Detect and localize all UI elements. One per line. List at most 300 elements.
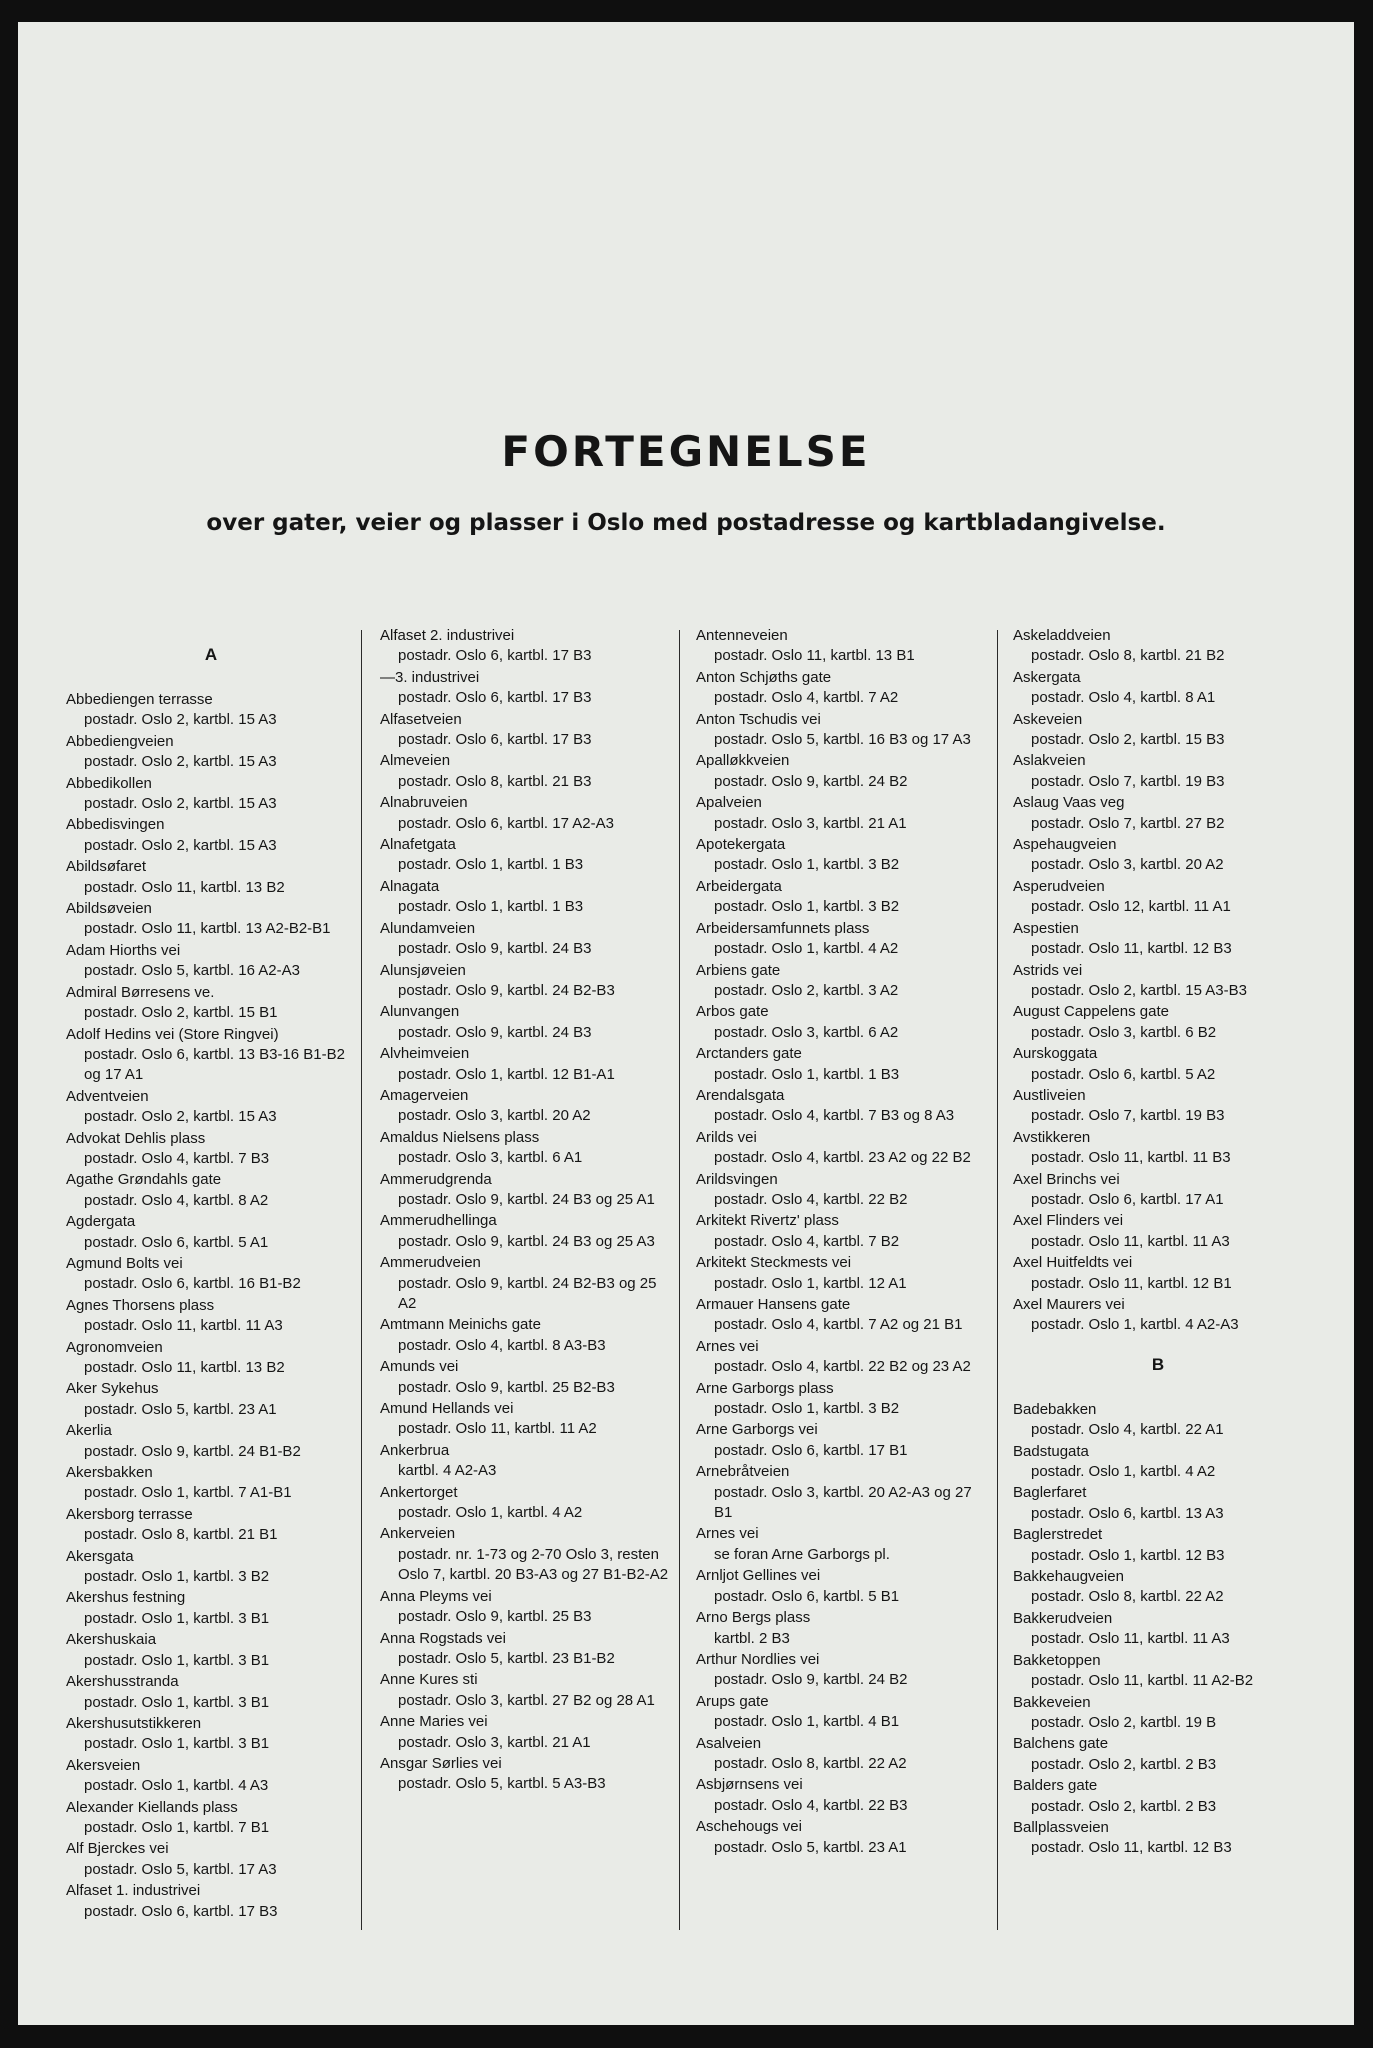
street-name: Arnes vei	[696, 1525, 759, 1543]
postal-address: postadr. Oslo 9, kartbl. 24 B2-B3 og 25 A2	[398, 1274, 657, 1312]
index-entry	[696, 1566, 986, 1607]
postal-address: postadr. Oslo 12, kartbl. 11 A1	[1031, 898, 1231, 916]
street-name: Amaldus Nielsens plass	[380, 1128, 540, 1146]
index-entry	[380, 1399, 670, 1440]
index-entry	[66, 1463, 356, 1504]
postal-address: postadr. Oslo 2, kartbl. 15 A3	[84, 836, 277, 854]
street-name: Baglerstredet	[1013, 1526, 1103, 1544]
index-entry	[1013, 1525, 1303, 1566]
street-name: Askeveien	[1013, 710, 1083, 728]
index-entry	[380, 1253, 670, 1314]
postal-address: postadr. Oslo 2, kartbl. 15 A3-B3	[1031, 981, 1247, 999]
index-entry	[380, 1315, 670, 1356]
index-entry	[1013, 961, 1303, 1002]
postal-address: postadr. Oslo 11, kartbl. 12 B3	[1031, 1839, 1232, 1857]
index-entry	[1013, 710, 1303, 751]
street-name: Akersbakken	[66, 1464, 153, 1482]
postal-address: postadr. Oslo 1, kartbl. 1 B3	[714, 1065, 900, 1083]
index-entry	[696, 1524, 986, 1565]
index-entry	[696, 710, 986, 751]
street-name: Asbjørnsens vei	[696, 1776, 803, 1794]
index-entry	[696, 1734, 986, 1775]
street-name: Abbedisvingen	[66, 816, 165, 834]
index-entry	[380, 1044, 670, 1085]
street-name: Balders gate	[1013, 1777, 1098, 1795]
street-name: Amunds vei	[380, 1358, 459, 1376]
column-divider	[997, 630, 998, 1930]
street-name: Amtmann Meinichs gate	[380, 1316, 541, 1334]
street-name: Arups gate	[696, 1692, 769, 1710]
index-entry	[1013, 626, 1303, 667]
postal-address: postadr. Oslo 2, kartbl. 15 B3	[1031, 731, 1225, 749]
index-entry	[1013, 1442, 1303, 1483]
postal-address: postadr. Oslo 7, kartbl. 19 B3	[1031, 772, 1225, 790]
street-name: Anna Pleyms vei	[380, 1587, 492, 1605]
postal-address: postadr. Oslo 11, kartbl. 11 A3	[84, 1317, 283, 1335]
street-name: Akerlia	[66, 1422, 112, 1440]
postal-address: postadr. Oslo 3, kartbl. 21 A1	[714, 814, 907, 832]
index-column-2	[380, 626, 670, 1796]
index-entry	[380, 961, 670, 1002]
street-name: Amund Hellands vei	[380, 1400, 514, 1418]
postal-address: postadr. Oslo 1, kartbl. 3 B2	[714, 898, 900, 916]
index-entry	[66, 899, 356, 940]
street-name: Astrids vei	[1013, 961, 1083, 979]
street-name: Advokat Dehlis plass	[66, 1129, 206, 1147]
postal-address: postadr. nr. 1-73 og 2-70 Oslo 3, resten Oslo 7, kartbl. 20 B3-A3 og 27 B1-B2-A2	[398, 1545, 669, 1584]
index-entry	[66, 1798, 356, 1839]
street-name: Arno Bergs plass	[696, 1609, 811, 1627]
postal-address: postadr. Oslo 5, kartbl. 16 A2-A3	[84, 962, 300, 980]
postal-address: postadr. Oslo 9, kartbl. 24 B2	[714, 772, 908, 790]
index-entry	[380, 1086, 670, 1127]
postal-address: postadr. Oslo 2, kartbl. 15 A3	[84, 753, 277, 771]
index-entry	[380, 710, 670, 751]
street-name: Abbediengen terrasse	[66, 691, 213, 708]
street-name: Akersgata	[66, 1547, 134, 1565]
index-entry	[696, 1253, 986, 1294]
postal-address: postadr. Oslo 6, kartbl. 17 A2-A3	[398, 814, 614, 832]
postal-address: postadr. Oslo 5, kartbl. 23 A1	[714, 1838, 907, 1856]
postal-address: postadr. Oslo 6, kartbl. 17 B3	[398, 731, 592, 749]
index-entry	[1013, 1253, 1303, 1294]
index-entry	[66, 1839, 356, 1880]
postal-address: postadr. Oslo 11, kartbl. 11 A2	[398, 1420, 597, 1438]
index-entry	[1013, 793, 1303, 834]
street-name: Arkitekt Rivertz' plass	[696, 1212, 839, 1230]
street-name: August Cappelens gate	[1013, 1003, 1169, 1021]
index-entry	[696, 1128, 986, 1169]
index-entry	[380, 1002, 670, 1043]
street-name: Aspestien	[1013, 919, 1079, 937]
postal-address: postadr. Oslo 7, kartbl. 27 B2	[1031, 814, 1225, 832]
index-entry	[696, 626, 986, 667]
postal-address: postadr. Oslo 1, kartbl. 12 A1	[714, 1274, 907, 1292]
street-name: Aslaug Vaas veg	[1013, 794, 1125, 812]
index-entry	[380, 793, 670, 834]
index-entry	[380, 626, 670, 667]
postal-address: postadr. Oslo 1, kartbl. 3 B1	[84, 1651, 270, 1669]
postal-address: postadr. Oslo 4, kartbl. 22 A1	[1031, 1421, 1224, 1439]
postal-address: postadr. Oslo 1, kartbl. 3 B1	[84, 1693, 270, 1711]
column-divider	[679, 630, 680, 1930]
index-entry	[1013, 751, 1303, 792]
index-entry	[696, 751, 986, 792]
street-name: Alvheimveien	[380, 1045, 470, 1063]
postal-address: postadr. Oslo 9, kartbl. 24 B3	[398, 1023, 592, 1041]
street-name: Axel Brinchs vei	[1013, 1170, 1120, 1188]
postal-address: postadr. Oslo 4, kartbl. 8 A1	[1031, 689, 1216, 707]
index-entry	[696, 1608, 986, 1649]
postal-address: postadr. Oslo 8, kartbl. 22 A2	[1031, 1588, 1224, 1606]
postal-address: postadr. Oslo 6, kartbl. 16 B1-B2	[84, 1275, 301, 1293]
postal-address: postadr. Oslo 1, kartbl. 4 A2-A3	[1031, 1316, 1239, 1334]
street-name: Arbos gate	[696, 1003, 769, 1021]
street-name: Anna Rogstads vei	[380, 1629, 506, 1647]
postal-address: postadr. Oslo 4, kartbl. 8 A3-B3	[398, 1336, 606, 1354]
street-name: Arbiens gate	[696, 961, 781, 979]
index-entry	[1013, 1211, 1303, 1252]
index-entry	[1013, 1818, 1303, 1859]
index-entry	[1013, 1609, 1303, 1650]
street-name: Askergata	[1013, 668, 1081, 686]
index-entry	[66, 941, 356, 982]
street-name: Askeladdveien	[1013, 627, 1111, 644]
postal-address: postadr. Oslo 5, kartbl. 23 A1	[84, 1400, 277, 1418]
postal-address: postadr. Oslo 1, kartbl. 7 B1	[84, 1818, 270, 1836]
street-name: Axel Huitfeldts vei	[1013, 1254, 1133, 1272]
index-entry	[380, 1211, 670, 1252]
street-name: Ballplassveien	[1013, 1818, 1109, 1836]
index-entry	[1013, 1693, 1303, 1734]
postal-address: postadr. Oslo 3, kartbl. 20 A2-A3 og 27 B1	[714, 1483, 972, 1522]
street-name: Amagerveien	[380, 1086, 469, 1104]
postal-address: postadr. Oslo 11, kartbl. 13 A2-B2-B1	[84, 920, 331, 938]
index-entry	[66, 1338, 356, 1379]
index-entry	[66, 690, 356, 731]
street-name: Agronomveien	[66, 1338, 163, 1356]
street-name: Agathe Grøndahls gate	[66, 1171, 222, 1189]
street-name: Akersveien	[66, 1756, 141, 1774]
street-name: Aurskoggata	[1013, 1045, 1098, 1063]
postal-address: postadr. Oslo 8, kartbl. 21 B3	[398, 772, 592, 790]
postal-address: se foran Arne Garborgs pl.	[714, 1545, 890, 1563]
index-entry	[696, 961, 986, 1002]
street-name: Agdergata	[66, 1213, 136, 1231]
postal-address: postadr. Oslo 7, kartbl. 19 B3	[1031, 1107, 1225, 1125]
street-name: Arildsvingen	[696, 1170, 778, 1188]
postal-address: postadr. Oslo 9, kartbl. 24 B3	[398, 940, 592, 958]
index-entry	[66, 1547, 356, 1588]
index-entry	[696, 1462, 986, 1523]
street-name: Alnagata	[380, 877, 440, 895]
index-entry	[66, 1170, 356, 1211]
street-name: Balchens gate	[1013, 1735, 1109, 1753]
index-entry	[696, 1337, 986, 1378]
index-entry	[380, 877, 670, 918]
postal-address: postadr. Oslo 2, kartbl. 15 A3	[84, 711, 277, 729]
index-entry	[66, 1505, 356, 1546]
index-entry	[696, 919, 986, 960]
street-name: Arnljot Gellines vei	[696, 1567, 821, 1585]
postal-address: postadr. Oslo 5, kartbl. 17 A3	[84, 1860, 277, 1878]
postal-address: postadr. Oslo 1, kartbl. 4 A2	[1031, 1463, 1216, 1481]
street-name: Adolf Hedins vei (Store Ringvei)	[66, 1025, 279, 1043]
street-name: Agmund Bolts vei	[66, 1254, 183, 1272]
index-entry	[696, 1817, 986, 1858]
postal-address: postadr. Oslo 2, kartbl. 15 B1	[84, 1004, 278, 1022]
postal-address: postadr. Oslo 1, kartbl. 3 B1	[84, 1735, 270, 1753]
index-entry	[1013, 1086, 1303, 1127]
street-name: Abbedikollen	[66, 774, 152, 792]
street-name: Alfaset 1. industrivei	[66, 1882, 201, 1900]
index-column-4	[1013, 626, 1303, 1860]
index-entry	[380, 1441, 670, 1482]
index-entry	[1013, 1567, 1303, 1608]
index-entry	[1013, 1170, 1303, 1211]
index-entry	[380, 1629, 670, 1670]
street-name: Ansgar Sørlies vei	[380, 1754, 502, 1772]
postal-address: postadr. Oslo 1, kartbl. 1 B3	[398, 898, 584, 916]
postal-address: postadr. Oslo 6, kartbl. 13 A3	[1031, 1504, 1224, 1522]
street-name: Adventveien	[66, 1087, 149, 1105]
index-entry	[696, 1650, 986, 1691]
street-name: Arnebråtveien	[696, 1463, 790, 1481]
street-name: Ammerudgrenda	[380, 1170, 492, 1188]
index-entry	[1013, 1483, 1303, 1524]
index-entry	[1013, 1295, 1303, 1336]
postal-address: kartbl. 2 B3	[714, 1629, 790, 1647]
postal-address: postadr. Oslo 6, kartbl. 17 B3	[398, 689, 592, 707]
street-name: Armauer Hansens gate	[696, 1296, 851, 1313]
street-name: Akershusutstikkeren	[66, 1714, 202, 1732]
postal-address: postadr. Oslo 8, kartbl. 22 A2	[714, 1754, 907, 1772]
index-entry	[66, 1212, 356, 1253]
street-name: Baglerfaret	[1013, 1484, 1087, 1502]
postal-address: postadr. Oslo 9, kartbl. 24 B2-B3	[398, 981, 615, 999]
postal-address: postadr. Oslo 11, kartbl. 11 A2-B2	[1031, 1672, 1254, 1690]
postal-address: postadr. Oslo 9, kartbl. 24 B1-B2	[84, 1442, 301, 1460]
postal-address: postadr. Oslo 3, kartbl. 20 A2	[398, 1107, 591, 1125]
postal-address: postadr. Oslo 3, kartbl. 27 B2 og 28 A1	[398, 1691, 655, 1709]
street-name: Akershus festning	[66, 1589, 186, 1607]
street-name: Alfaset 2. industrivei	[380, 627, 515, 644]
index-entry	[66, 1756, 356, 1797]
index-entry	[380, 1524, 670, 1585]
index-entry	[66, 815, 356, 856]
postal-address: postadr. Oslo 9, kartbl. 25 B2-B3	[398, 1378, 615, 1396]
street-name: Alexander Kiellands plass	[66, 1798, 238, 1816]
postal-address: postadr. Oslo 8, kartbl. 21 B2	[1031, 647, 1225, 665]
postal-address: postadr. Oslo 6, kartbl. 5 B1	[714, 1587, 900, 1605]
index-entry	[1013, 919, 1303, 960]
street-name: Apalveien	[696, 794, 762, 812]
index-entry	[1013, 668, 1303, 709]
index-entry	[66, 1296, 356, 1337]
postal-address: postadr. Oslo 4, kartbl. 22 B2	[714, 1190, 908, 1208]
street-name: Arbeidergata	[696, 877, 782, 895]
index-entry	[1013, 1044, 1303, 1085]
street-name: Arne Garborgs vei	[696, 1421, 818, 1439]
street-name: Anne Kures sti	[380, 1671, 478, 1689]
street-name: Axel Flinders vei	[1013, 1212, 1124, 1230]
index-entry	[1013, 1002, 1303, 1043]
index-entry	[66, 1714, 356, 1755]
street-name: Alnabruveien	[380, 794, 468, 812]
index-entry	[696, 835, 986, 876]
index-entry	[696, 1420, 986, 1461]
index-entry	[696, 1295, 986, 1336]
street-name: Ankertorget	[380, 1483, 458, 1501]
street-name: Arne Garborgs plass	[696, 1379, 834, 1397]
postal-address: postadr. Oslo 1, kartbl. 4 A3	[84, 1777, 269, 1795]
postal-address: postadr. Oslo 4, kartbl. 7 A2 og 21 B1	[714, 1316, 963, 1334]
street-name: Alunvangen	[380, 1003, 460, 1021]
street-name: Arkitekt Steckmests vei	[696, 1254, 852, 1272]
index-entry	[696, 1211, 986, 1252]
index-entry	[1013, 877, 1303, 918]
postal-address: postadr. Oslo 1, kartbl. 1 B3	[398, 856, 584, 874]
index-entry	[380, 919, 670, 960]
street-name: Asperudveien	[1013, 877, 1105, 895]
index-entry	[1013, 1128, 1303, 1169]
index-entry	[66, 732, 356, 773]
index-entry	[1013, 1400, 1303, 1441]
postal-address: postadr. Oslo 1, kartbl. 12 B1-A1	[398, 1065, 615, 1083]
street-name: Akershuskaia	[66, 1631, 157, 1649]
index-entry	[696, 877, 986, 918]
index-entry	[66, 857, 356, 898]
street-name: Aslakveien	[1013, 752, 1086, 770]
postal-address: postadr. Oslo 4, kartbl. 7 B2	[714, 1232, 900, 1250]
street-name: Alundamveien	[380, 919, 476, 937]
postal-address: postadr. Oslo 6, kartbl. 13 B3-16 B1-B2 og 17 A1	[84, 1045, 345, 1084]
postal-address: postadr. Oslo 2, kartbl. 3 A2	[714, 981, 899, 999]
postal-address: postadr. Oslo 11, kartbl. 13 B2	[84, 878, 285, 896]
street-name: Ammerudveien	[380, 1254, 481, 1272]
index-entry	[380, 1483, 670, 1524]
postal-address: postadr. Oslo 6, kartbl. 17 A1	[1031, 1190, 1224, 1208]
postal-address: postadr. Oslo 2, kartbl. 15 A3	[84, 795, 277, 813]
street-name: Aker Sykehus	[66, 1380, 159, 1398]
postal-address: postadr. Oslo 9, kartbl. 24 B3 og 25 A3	[398, 1232, 655, 1250]
postal-address: postadr. Oslo 5, kartbl. 23 B1-B2	[398, 1649, 615, 1667]
street-name: Alnafetgata	[380, 836, 456, 854]
postal-address: postadr. Oslo 5, kartbl. 16 B3 og 17 A3	[714, 731, 971, 749]
street-name: Adam Hiorths vei	[66, 941, 181, 959]
postal-address: postadr. Oslo 1, kartbl. 4 A2	[398, 1504, 583, 1522]
street-name: Arnes vei	[696, 1337, 759, 1355]
postal-address: postadr. Oslo 1, kartbl. 4 A2	[714, 940, 899, 958]
postal-address: postadr. Oslo 11, kartbl. 11 B3	[1031, 1149, 1231, 1167]
postal-address: postadr. Oslo 1, kartbl. 3 B2	[84, 1568, 270, 1586]
index-entry	[1013, 1734, 1303, 1775]
postal-address: postadr. Oslo 1, kartbl. 12 B3	[1031, 1546, 1225, 1564]
column-divider	[361, 630, 362, 1930]
street-name: Abildsøveien	[66, 900, 152, 918]
index-entry	[66, 1630, 356, 1671]
index-entry	[696, 668, 986, 709]
index-entry	[380, 1712, 670, 1753]
street-name: Arctanders gate	[696, 1045, 802, 1063]
postal-address: postadr. Oslo 4, kartbl. 22 B3	[714, 1796, 908, 1814]
street-name: Anne Maries vei	[380, 1713, 488, 1731]
street-name: Agnes Thorsens plass	[66, 1296, 215, 1314]
postal-address: postadr. Oslo 2, kartbl. 19 B	[1031, 1713, 1217, 1731]
postal-address: postadr. Oslo 9, kartbl. 24 B3 og 25 A1	[398, 1190, 655, 1208]
postal-address: postadr. Oslo 4, kartbl. 8 A2	[84, 1191, 269, 1209]
postal-address: postadr. Oslo 11, kartbl. 12 B3	[1031, 940, 1232, 958]
index-entry	[380, 1128, 670, 1169]
index-entry	[66, 1379, 356, 1420]
index-column-3	[696, 626, 986, 1859]
index-entry	[66, 774, 356, 815]
index-entry	[380, 1587, 670, 1628]
index-entry	[696, 1044, 986, 1085]
postal-address: postadr. Oslo 11, kartbl. 13 B2	[84, 1359, 285, 1376]
index-entry	[66, 1025, 356, 1086]
postal-address: postadr. Oslo 4, kartbl. 22 B2 og 23 A2	[714, 1358, 971, 1376]
postal-address: postadr. Oslo 4, kartbl. 7 B3	[84, 1149, 270, 1167]
postal-address: postadr. Oslo 1, kartbl. 4 B1	[714, 1713, 900, 1731]
postal-address: postadr. Oslo 6, kartbl. 17 B1	[714, 1441, 908, 1459]
index-entry	[66, 1421, 356, 1462]
postal-address: postadr. Oslo 2, kartbl. 2 B3	[1031, 1797, 1217, 1815]
index-entry	[66, 1672, 356, 1713]
street-name: Arthur Nordlies vei	[696, 1650, 820, 1668]
street-name: Anton Schjøths gate	[696, 668, 832, 686]
index-entry	[696, 1379, 986, 1420]
postal-address: postadr. Oslo 3, kartbl. 6 B2	[1031, 1023, 1217, 1041]
street-name: Arendalsgata	[696, 1086, 785, 1104]
street-name: Alfasetveien	[380, 710, 462, 728]
index-entry	[380, 1357, 670, 1398]
postal-address: postadr. Oslo 4, kartbl. 23 A2 og 22 B2	[714, 1149, 971, 1167]
postal-address: postadr. Oslo 6, kartbl. 5 A1	[84, 1233, 269, 1251]
street-name: Axel Maurers vei	[1013, 1296, 1125, 1313]
index-entry	[380, 1170, 670, 1211]
document-page	[18, 22, 1354, 2025]
index-entry	[1013, 1651, 1303, 1692]
street-name: Antenneveien	[696, 627, 788, 644]
index-entry	[696, 1086, 986, 1127]
postal-address: postadr. Oslo 6, kartbl. 5 A2	[1031, 1065, 1216, 1083]
postal-address: postadr. Oslo 11, kartbl. 13 B1	[714, 647, 915, 665]
index-entry	[696, 793, 986, 834]
postal-address: postadr. Oslo 2, kartbl. 2 B3	[1031, 1755, 1217, 1773]
street-name: Apalløkkveien	[696, 752, 790, 770]
street-name: Abbediengveien	[66, 732, 174, 750]
postal-address: kartbl. 4 A2-A3	[398, 1462, 497, 1480]
street-name: Ankerbrua	[380, 1441, 450, 1459]
index-entry	[66, 1254, 356, 1295]
postal-address: postadr. Oslo 2, kartbl. 15 A3	[84, 1108, 277, 1126]
street-name: Ammerudhellinga	[380, 1212, 497, 1230]
postal-address: postadr. Oslo 5, kartbl. 5 A3-B3	[398, 1775, 606, 1793]
street-name: Bakkerudveien	[1013, 1609, 1113, 1627]
street-name: Avstikkeren	[1013, 1128, 1091, 1146]
postal-address: postadr. Oslo 11, kartbl. 11 A3	[1031, 1630, 1230, 1648]
postal-address: postadr. Oslo 3, kartbl. 6 A2	[714, 1023, 899, 1041]
street-name: Admiral Børresens ve.	[66, 983, 215, 1001]
postal-address: postadr. Oslo 1, kartbl. 3 B2	[714, 856, 900, 874]
postal-address: postadr. Oslo 3, kartbl. 20 A2	[1031, 856, 1224, 874]
index-entry	[696, 1775, 986, 1816]
index-entry	[1013, 835, 1303, 876]
street-name: Bakkehaugveien	[1013, 1568, 1124, 1586]
street-name: Arilds vei	[696, 1128, 757, 1146]
street-name: —3. industrivei	[380, 668, 480, 686]
